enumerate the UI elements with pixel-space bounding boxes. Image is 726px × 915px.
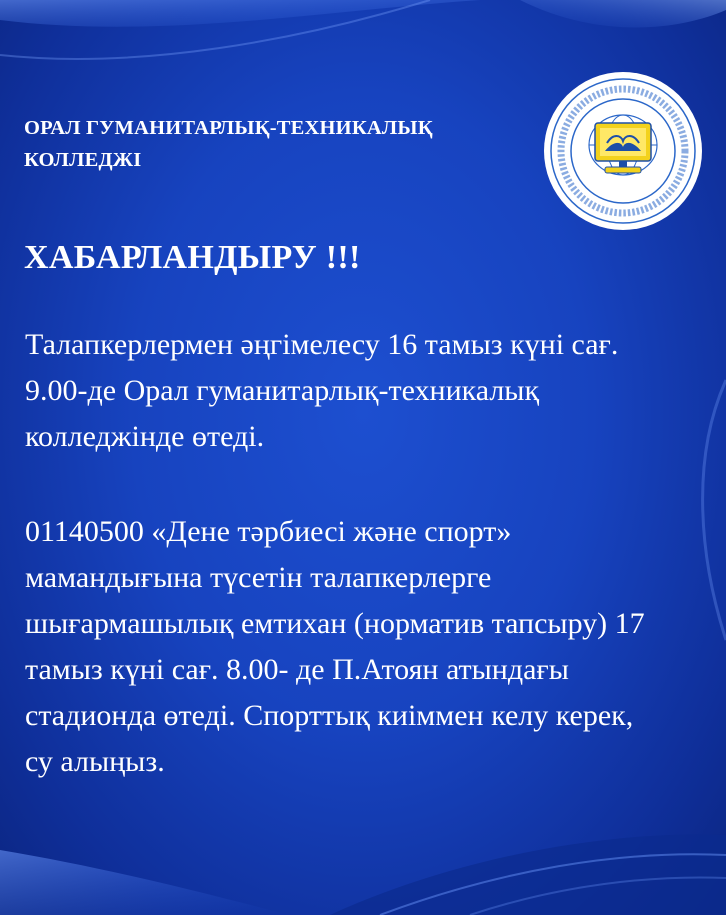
college-name: ОРАЛ ГУМАНИТАРЛЫҚ-ТЕХНИКАЛЫҚ КОЛЛЕДЖІ	[24, 117, 433, 171]
wave-top-right	[520, 0, 726, 28]
wave-right-mid	[703, 380, 726, 640]
wave-bottom-left	[0, 850, 290, 915]
wave-bottom-right-line	[380, 854, 726, 915]
wave-bottom-right-line-2	[470, 877, 726, 915]
announcement-title: ХАБАРЛАНДЫРУ !!!	[24, 239, 361, 276]
wave-top-left-line	[0, 0, 430, 59]
wave-top-left	[0, 0, 480, 27]
college-emblem-icon	[543, 71, 703, 231]
wave-bottom-right	[330, 834, 726, 915]
announcement-paragraph-interview: Талапкерлермен әңгімелесу 16 тамыз күні сағ. 9.00-де Орал гуманитарлық-техникалық колледжінде өтеді.	[25, 328, 619, 453]
announcement-paragraph-exam: 01140500 «Дене тәрбиесі және спорт» мамандығына түсетін талапкерлерге шығармашылық емтихан (норматив тапсыру) 17 тамыз күні сағ. 8.00- де П.Атоян атындағы стадионда өтеді. Спорттық киіммен келу керек, су алыңыз.	[25, 515, 645, 778]
